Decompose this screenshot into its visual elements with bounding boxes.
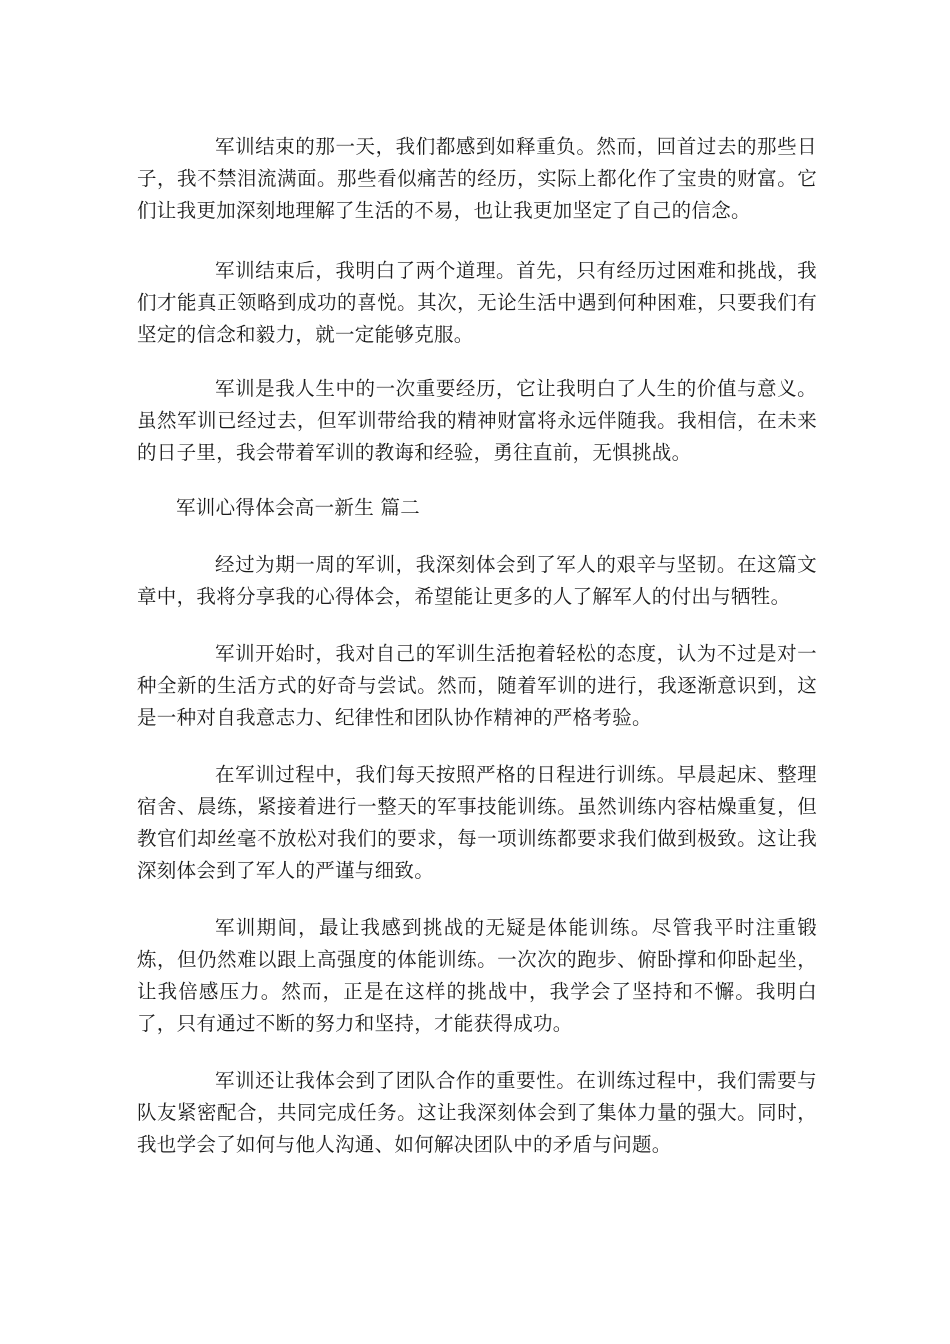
- paragraph: 军训是我人生中的一次重要经历，它让我明白了人生的价值与意义。虽然军训已经过去，但军训带给我的精神财富将永远伴随我。我相信，在未来的日子里，我会带着军训的教诲和经验，勇往直前，无惧挑战。: [137, 377, 817, 464]
- paragraph: 军训期间，最让我感到挑战的无疑是体能训练。尽管我平时注重锻炼，但仍然难以跟上高强度的体能训练。一次次的跑步、俯卧撑和仰卧起坐，让我倍感压力。然而，正是在这样的挑战中，我学会了坚持和不懈。我明白了，只有通过不断的努力和坚持，才能获得成功。: [137, 916, 817, 1035]
- paragraph: 军训结束的那一天，我们都感到如释重负。然而，回首过去的那些日子，我不禁泪流满面。那些看似痛苦的经历，实际上都化作了宝贵的财富。它们让我更加深刻地理解了生活的不易，也让我更加坚定了自己的信念。: [137, 135, 817, 222]
- paragraph: 经过为期一周的军训，我深刻体会到了军人的艰辛与坚韧。在这篇文章中，我将分享我的心得体会，希望能让更多的人了解军人的付出与牺牲。: [137, 553, 817, 608]
- paragraph: 在军训过程中，我们每天按照严格的日程进行训练。早晨起床、整理宿舍、晨练，紧接着进行一整天的军事技能训练。虽然训练内容枯燥重复，但教官们却丝毫不放松对我们的要求，每一项训练都要求我们做到极致。这让我深刻体会到了军人的严谨与细致。: [137, 763, 817, 882]
- paragraph: 军训还让我体会到了团队合作的重要性。在训练过程中，我们需要与队友紧密配合，共同完成任务。这让我深刻体会到了集体力量的强大。同时，我也学会了如何与他人沟通、如何解决团队中的矛盾与问题。: [137, 1069, 817, 1156]
- section-heading: 军训心得体会高一新生 篇二: [176, 496, 421, 519]
- paragraph: 军训开始时，我对自己的军训生活抱着轻松的态度，认为不过是对一种全新的生活方式的好奇与尝试。然而，随着军训的进行，我逐渐意识到，这是一种对自我意志力、纪律性和团队协作精神的严格考验。: [137, 642, 817, 729]
- paragraph: 军训结束后，我明白了两个道理。首先，只有经历过困难和挑战，我们才能真正领略到成功的喜悦。其次，无论生活中遇到何种困难，只要我们有坚定的信念和毅力，就一定能够克服。: [137, 259, 817, 346]
